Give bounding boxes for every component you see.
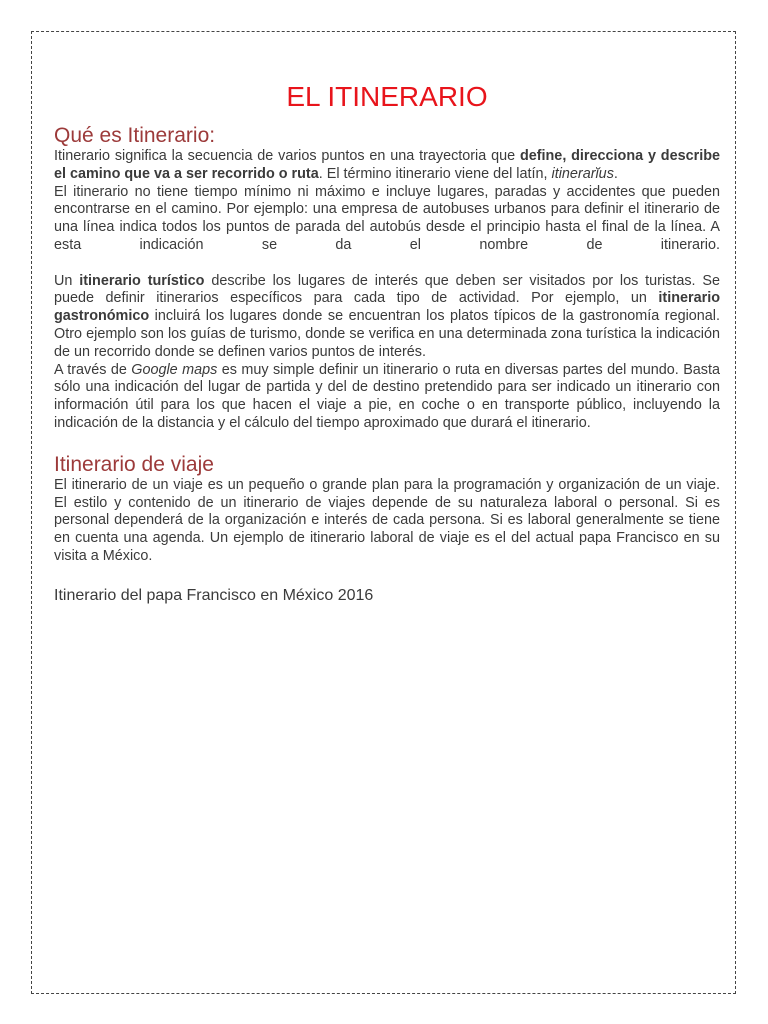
text-span: Itinerario significa la secuencia de varios puntos en una trayectoria que xyxy=(54,148,520,164)
document-body xyxy=(54,80,720,606)
page-title: EL ITINERARIO xyxy=(286,81,488,112)
text-span: describe los lugares de interés que deben ser visitados por los turistas. Se puede definir itinerarios específicos para cada tipo de actividad. Por ejemplo, un xyxy=(54,272,720,307)
italic-phrase: Google maps xyxy=(131,361,218,378)
italic-word: itinerarĭus xyxy=(551,165,614,182)
paragraph-no-time: El itinerario no tiene tiempo mínimo ni máximo e incluye lugares, paradas y accidentes que pueden encontrarse en el camino. Por ejemplo: una empresa de autobuses urbanos para definir el itinerario de una línea indica todos los puntos de parada del autobús desde el principio hasta el final de la línea. A esta indicación se da el nombre de itinerario. xyxy=(54,183,720,253)
text-span: Un xyxy=(54,272,80,289)
paragraph-definition xyxy=(54,148,720,184)
bold-phrase: itinerario turístico xyxy=(79,272,205,289)
paragraph-turistico xyxy=(54,273,720,362)
bold-phrase: itinerario gastronómico xyxy=(54,290,720,325)
section-heading-viaje: Itinerario de viaje xyxy=(54,452,214,476)
section-heading-que-es: Qué es Itinerario: xyxy=(54,124,216,147)
paragraph-spacer xyxy=(54,255,720,273)
paragraph-viaje: El itinerario de un viaje es un pequeño o grande plan para la programación y organización de un viaje. El estilo y contenido de un itinerario de viajes depende de su naturaleza laboral o personal. Si es personal dependerá de la organización e interés de cada persona. Si es laboral generalmente se tiene en cuenta una agenda. Un ejemplo de itinerario laboral de viaje es el del actual papa Francisco en su visita a México. xyxy=(54,476,720,564)
text-span: . El término itinerario viene del latín, xyxy=(318,165,552,182)
text-span: es muy simple definir un itinerario o ruta en diversas partes del mundo. Basta sólo una indicación del lugar de partida y del de destino pretendido para ser indicado un itinerario con información útil para los que hacen el viaje a pie, en coche o en transporte público, incluyendo la indicación de la distancia y el cálculo del tiempo aproximado que durará el itinerario. xyxy=(54,361,721,431)
text-span: incluirá los lugares donde se encuentran los platos típicos de la gastronomía regional. Otro ejemplo son los guías de turismo, donde se verifica en una determinada zona turística la indicación de un recorrido donde se definen varios puntos de interés. xyxy=(54,308,720,360)
text-span: . xyxy=(613,165,618,182)
bold-phrase: define, direcciona y describe el camino que va a ser recorrido o ruta xyxy=(54,148,720,182)
text-span: A través de xyxy=(54,361,132,378)
paragraph-google-maps xyxy=(54,362,720,433)
caption-papa-francisco: Itinerario del papa Francisco en México 2016 xyxy=(54,586,374,604)
